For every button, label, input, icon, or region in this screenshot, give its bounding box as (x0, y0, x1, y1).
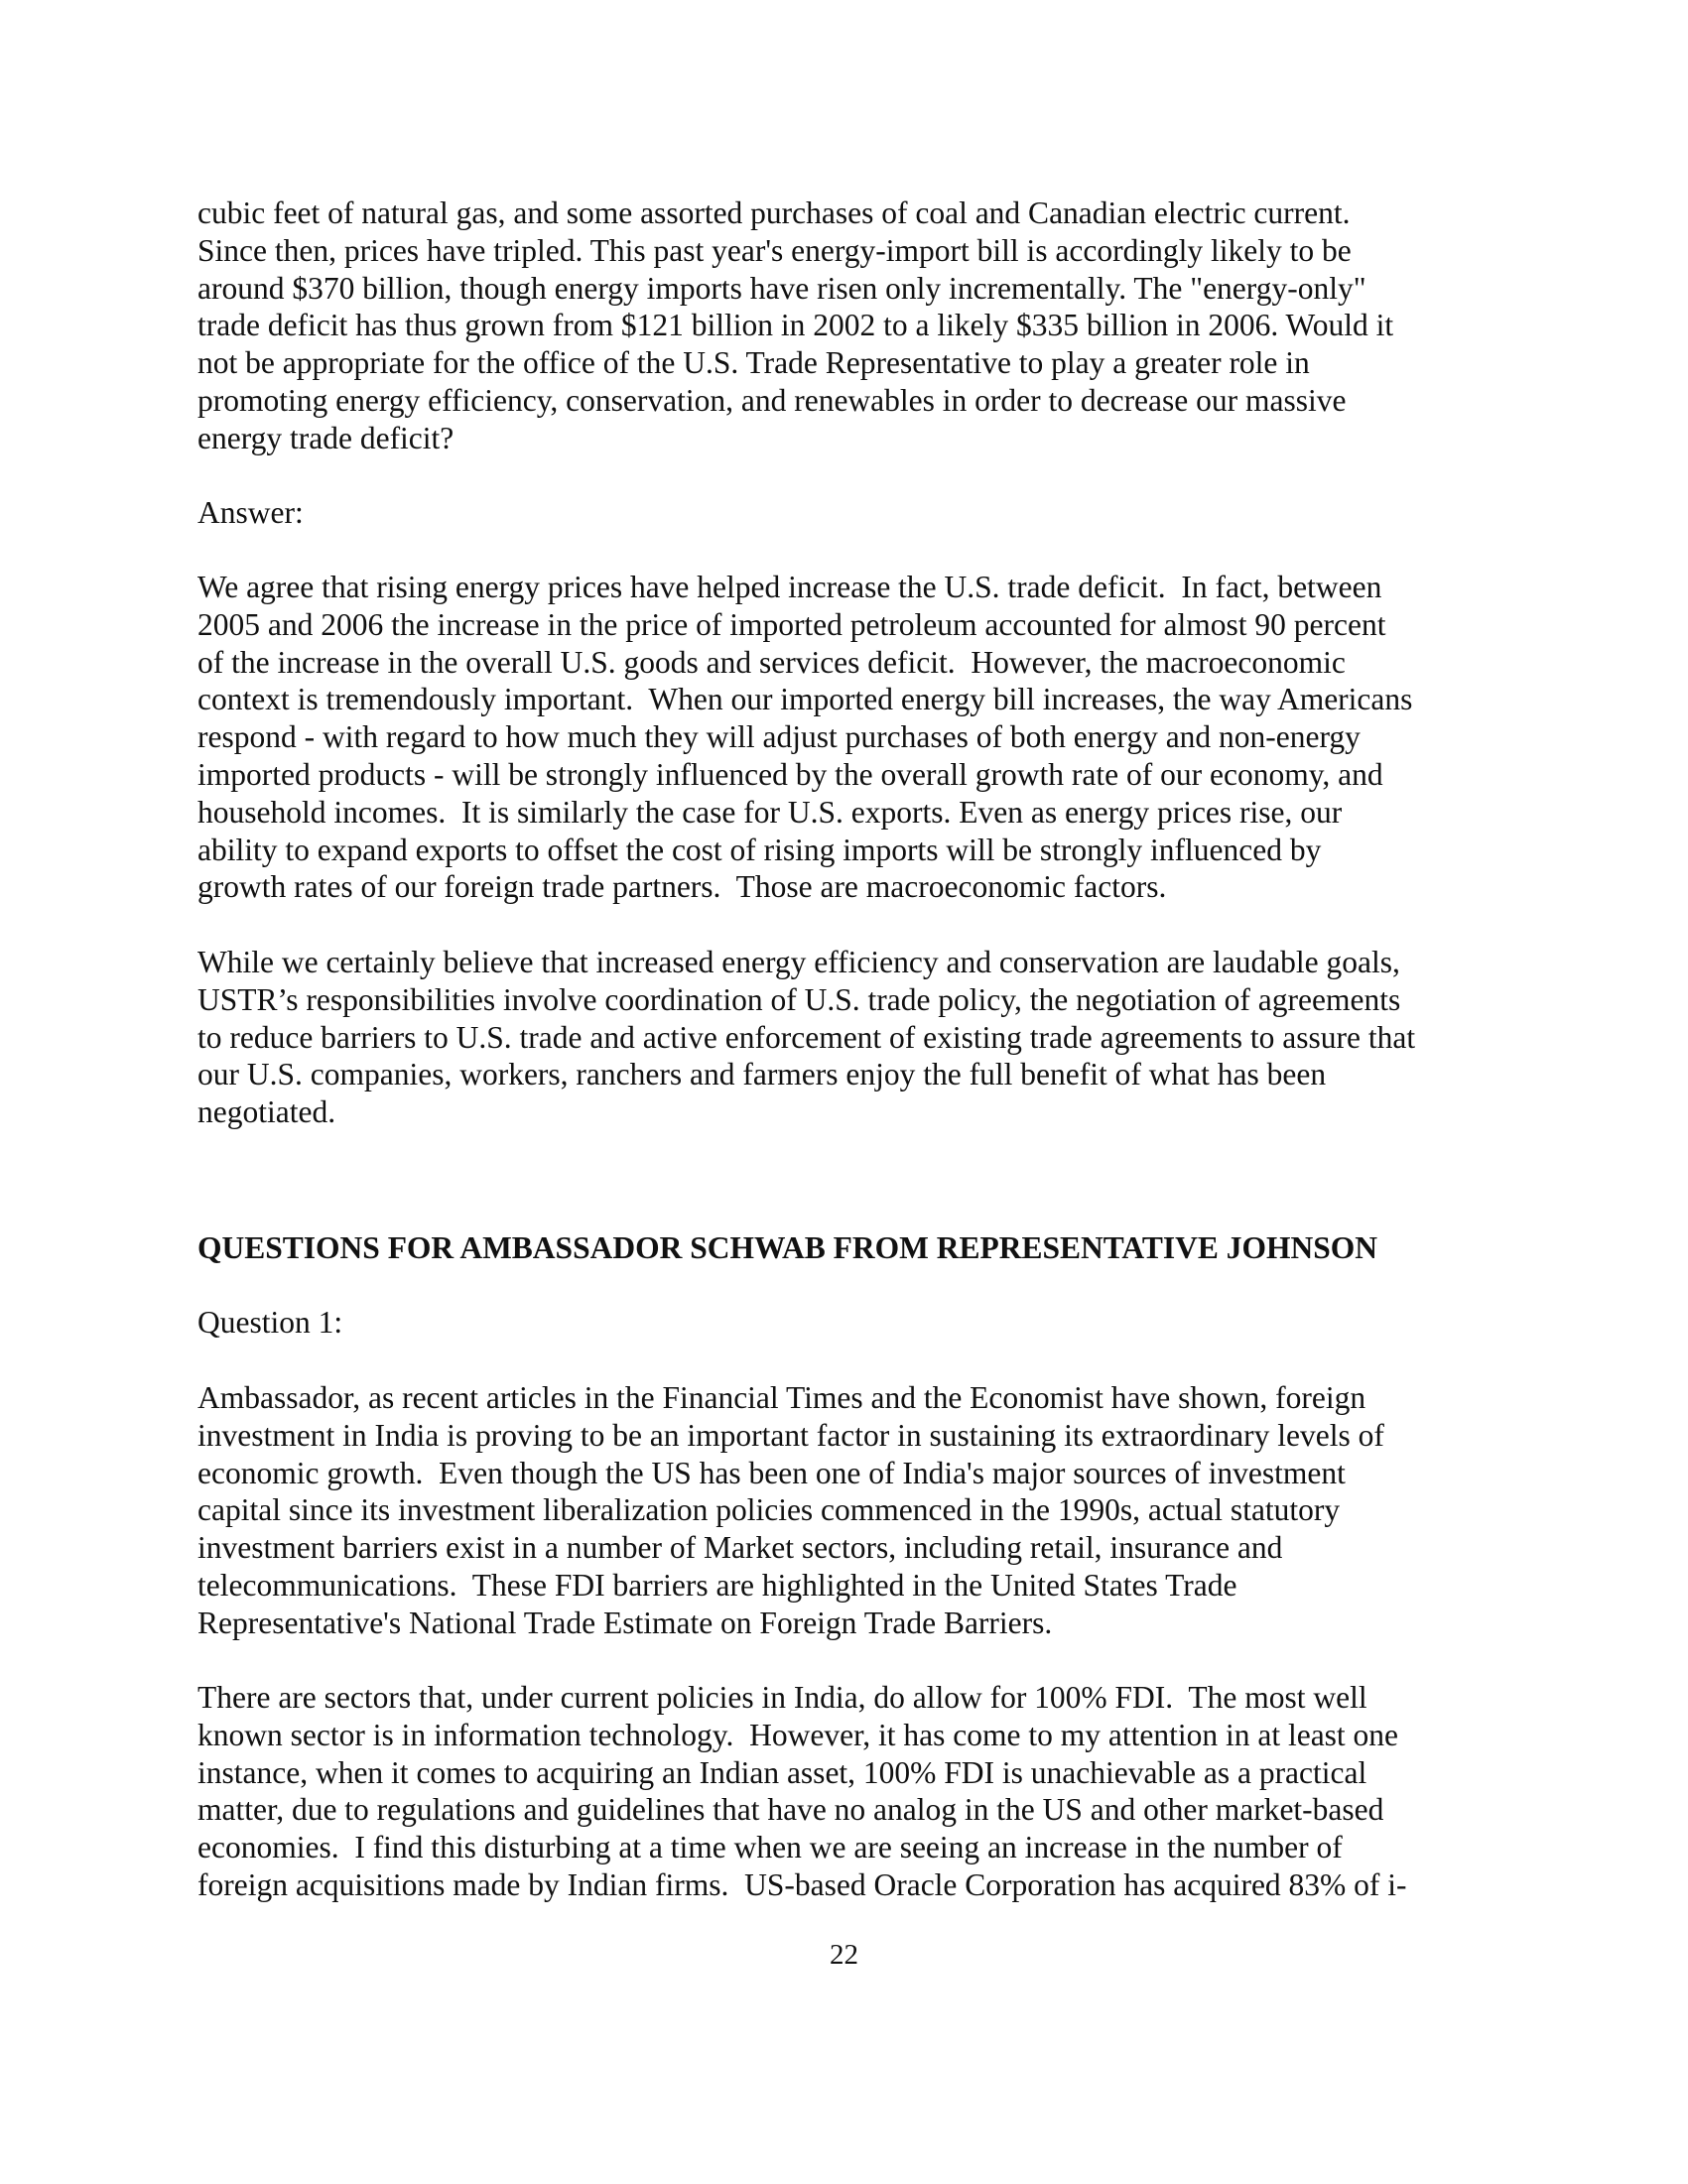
text-line: energy trade deficit? (197, 420, 454, 455)
text-line: our U.S. companies, workers, ranchers and farmers enjoy the full benefit of what has been (197, 1057, 1327, 1092)
paragraph-fdi-sectors (197, 1679, 1507, 1904)
answer-label-text: Answer: (197, 495, 304, 530)
text-line: respond - with regard to how much they will adjust purchases of both energy and non-energy (197, 719, 1361, 755)
page-number: 22 (830, 1939, 858, 1971)
text-line: negotiated. (197, 1094, 336, 1130)
text-line: not be appropriate for the office of the U.S. Trade Representative to play a greater role in (197, 345, 1310, 381)
text-line: foreign acquisitions made by Indian firms. US-based Oracle Corporation has acquired 83% of i- (197, 1866, 1407, 1902)
text-line: Since then, prices have tripled. This past year's energy-import bill is accordingly likely to be (197, 232, 1352, 268)
text-line: investment in India is proving to be an important factor in sustaining its extraordinary levels of (197, 1417, 1384, 1453)
text-line: imported products - will be strongly influenced by the overall growth rate of our economy, and (197, 756, 1383, 792)
text-line: trade deficit has thus grown from $121 billion in 2002 to a likely $335 billion in 2006. Would it (197, 308, 1394, 343)
text-line: capital since its investment liberalization policies commenced in the 1990s, actual statutory (197, 1492, 1341, 1528)
text-line: around $370 billion, though energy imports have risen only incrementally. The "energy-only" (197, 270, 1366, 306)
text-line: matter, due to regulations and guidelines that have no analog in the US and other market-based (197, 1792, 1384, 1828)
text-line: cubic feet of natural gas, and some assorted purchases of coal and Canadian electric current. (197, 195, 1351, 230)
text-line: We agree that rising energy prices have helped increase the U.S. trade deficit. In fact, between (197, 570, 1382, 604)
text-line: of the increase in the overall U.S. goods and services deficit. However, the macroeconomic (197, 644, 1346, 680)
paragraph-energy-deficit-question (197, 194, 1507, 457)
text-line: household incomes. It is similarly the case for U.S. exports. Even as energy prices rise, our (197, 794, 1343, 830)
text-line: While we certainly believe that increased energy efficiency and conservation are laudable goals, (197, 945, 1400, 979)
text-line: context is tremendously important. When our imported energy bill increases, the way Americans (197, 682, 1413, 717)
text-line: Ambassador, as recent articles in the Financial Times and the Economist have shown, foreign (197, 1380, 1366, 1415)
text-line: There are sectors that, under current policies in India, do allow for 100% FDI. The most well (197, 1680, 1367, 1715)
answer-label (197, 494, 1507, 532)
text-line: economies. I find this disturbing at a time when we are seeing an increase in the number of (197, 1830, 1343, 1865)
text-line: telecommunications. These FDI barriers are highlighted in the United States Trade (197, 1567, 1237, 1603)
text-line: growth rates of our foreign trade partners. Those are macroeconomic factors. (197, 869, 1167, 905)
text-line: ability to expand exports to offset the cost of rising imports will be strongly influenced by (197, 832, 1322, 867)
question-label-text: Question 1: (197, 1305, 343, 1340)
section-heading (197, 1229, 1507, 1267)
text-line: to reduce barriers to U.S. trade and active enforcement of existing trade agreements to assure that (197, 1019, 1416, 1055)
paragraph-answer-ustr-responsibilities (197, 944, 1507, 1131)
text-line: promoting energy efficiency, conservation, and renewables in order to decrease our massive (197, 382, 1347, 418)
text-line: investment barriers exist in a number of Market sectors, including retail, insurance and (197, 1530, 1283, 1566)
text-line: economic growth. Even though the US has been one of India's major sources of investment (197, 1455, 1346, 1490)
paragraph-india-investment (197, 1379, 1507, 1642)
section-heading-text: QUESTIONS FOR AMBASSADOR SCHWAB FROM REPRESENTATIVE JOHNSON (197, 1230, 1378, 1265)
text-line: instance, when it comes to acquiring an Indian asset, 100% FDI is unachievable as a practical (197, 1754, 1367, 1790)
question-label (197, 1304, 1507, 1342)
text-line: 2005 and 2006 the increase in the price of imported petroleum accounted for almost 90 percent (197, 606, 1386, 642)
text-line: Representative's National Trade Estimate on Foreign Trade Barriers. (197, 1605, 1053, 1640)
text-line: known sector is in information technology. However, it has come to my attention in at least one (197, 1717, 1399, 1752)
paragraph-answer-macroeconomic (197, 569, 1507, 906)
text-line: USTR’s responsibilities involve coordination of U.S. trade policy, the negotiation of agreements (197, 981, 1401, 1017)
